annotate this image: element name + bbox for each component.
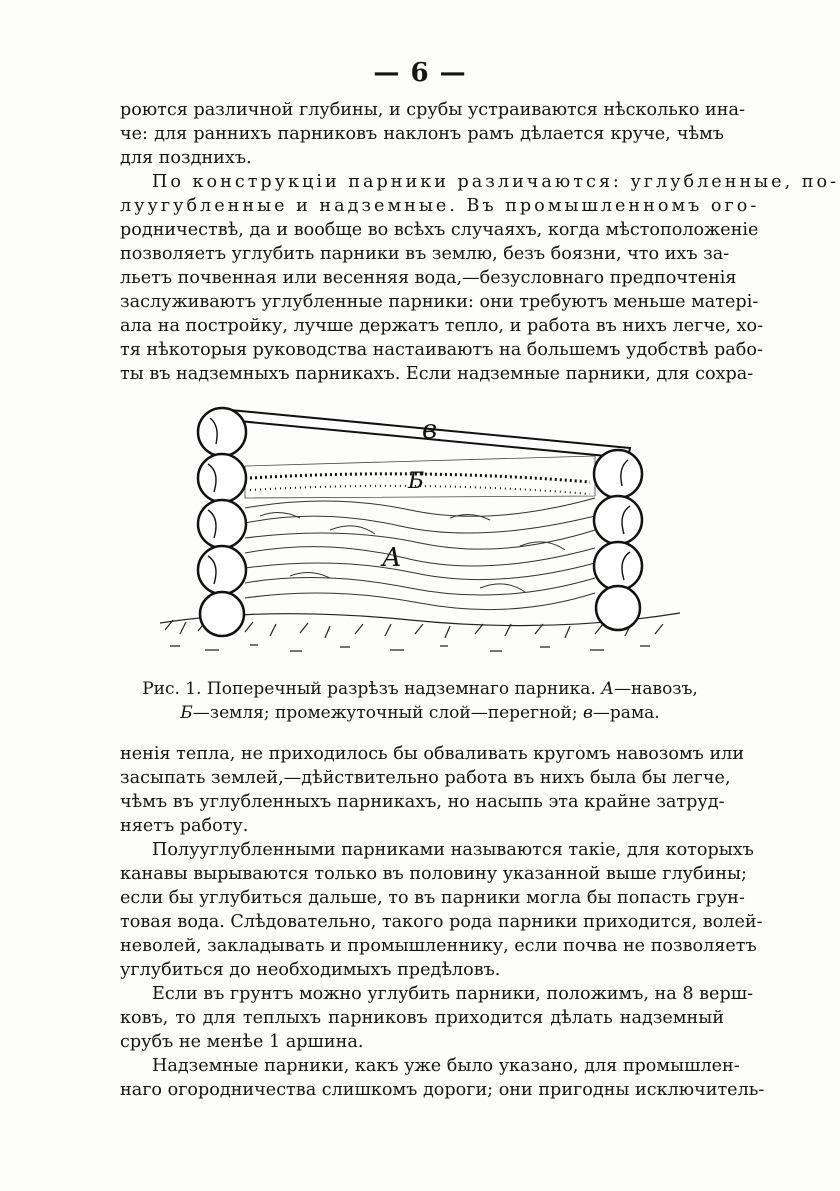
paragraph [120,982,754,1054]
text-line: канавы вырываются только въ половину указанной выше глубины; [120,864,747,884]
paragraph [120,1054,765,1102]
text-line: углубиться до необходимыхъ предѣловъ. [120,960,501,980]
caption-text-b: —земля; промежуточный слой—перегной; [192,703,578,723]
text-line: если бы углубиться дальше, то въ парники могла бы попасть грун- [120,888,745,908]
text-line: Полууглубленными парниками называются такіе, для которыхъ [152,840,754,860]
caption-label-a: А [601,679,615,699]
text-line: заслуживаютъ углубленные парники: они требуютъ меньше матерi- [120,292,759,312]
text-line: че: для раннихъ парниковъ наклонъ рамъ дѣлается круче, чѣмъ [120,124,724,144]
text-line: ковъ, то для теплыхъ парниковъ приходится дѣлать надземный [120,1008,724,1028]
caption-label-b: Б [180,703,193,723]
text-line: луугубленные и надземные. Въ промышленномъ ого- [120,196,760,216]
paragraph [120,838,763,982]
caption-text-v: —рама. [592,703,660,723]
paragraph [120,170,840,386]
text-line: чѣмъ въ углубленныхъ парникахъ, но насыпь эта крайне затруд- [120,792,725,812]
figure-caption-line2 [110,700,730,726]
text-line: няетъ работу. [120,816,249,836]
text-line: ты въ надземныхъ парникахъ. Если надземные парники, для сохра- [120,364,754,384]
logs-left [198,408,246,636]
text-line: срубъ не менѣе 1 аршина. [120,1032,364,1052]
figure-caption-line1 [110,676,730,702]
hotbed-cross-section-figure [150,398,690,658]
text-line: для позднихъ. [120,148,252,168]
text-line: роются различной глубины, и срубы устраиваются нѣсколько ина- [120,100,745,120]
text-line: ненія тепла, не приходилось бы обваливать кругомъ навозомъ или [120,744,745,764]
text-line: позволяетъ углубить парники въ землю, безъ боязни, что ихъ за- [120,244,730,264]
manure-layer [245,498,595,610]
text-line: наго огородничества слишкомъ дороги; они пригодны исключитель- [120,1080,765,1100]
text-line: Если въ грунтъ можно углубить парники, положимъ, на 8 верш- [152,984,754,1004]
text-block-top [120,98,840,386]
caption-text-a: —навозъ, [614,679,698,699]
text-line: льетъ почвенная или весенняя вода,—безусловнаго предпочтенія [120,268,737,288]
text-line: неволей, закладывать и промышленнику, если почва не позволяетъ [120,936,757,956]
text-line: Надземные парники, какъ уже было указано, для промышлен- [152,1056,740,1076]
text-line: тя нѣкоторыя руководства настаиваютъ на большемъ удобствѣ рабо- [120,340,763,360]
text-line: засыпать землей,—дѣйствительно работа въ нихъ была бы легче, [120,768,731,788]
text-block-bottom [120,742,765,1102]
paragraph [120,742,745,838]
text-line: ала на постройку, лучше держатъ тепло, и работа въ нихъ легче, хо- [120,316,764,336]
figure-label-manure: А [382,543,402,573]
caption-label-v: в [583,703,593,723]
page-number: — 6 — [373,58,467,88]
logs-right [594,450,642,630]
text-line: товая вода. Слѣдовательно, такого рода парники приходится, волей- [120,912,763,932]
figure-label-frame: в [422,415,438,445]
text-line: родничествѣ, да и вообще во всѣхъ случаяхъ, когда мѣстоположеніе [120,220,759,240]
paragraph [120,98,745,170]
caption-prefix: Рис. 1. Поперечный разрѣзъ надземнаго парника. [142,679,596,699]
text-line: По конструкціи парники различаются: углубленные, по- [152,172,840,192]
figure-label-earth: Б [408,469,425,494]
